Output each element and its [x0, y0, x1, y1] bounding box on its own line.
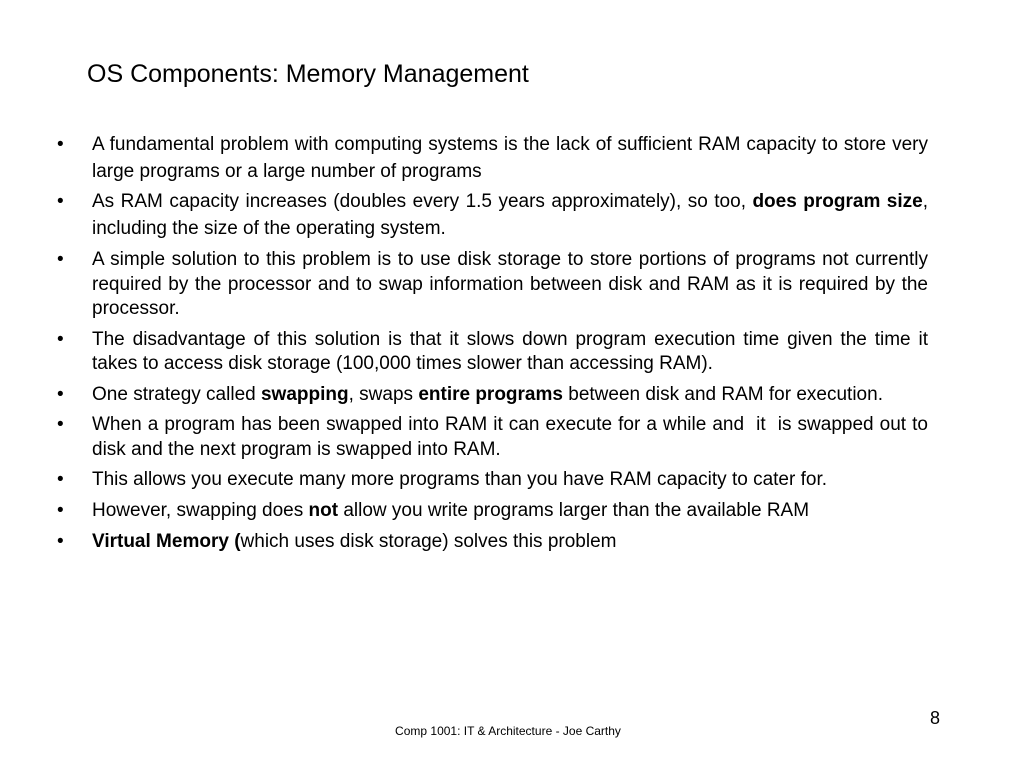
text-run: This allows you execute many more programs than you have RAM capacity to cater for. [92, 469, 827, 490]
bullet-item-5 [57, 383, 928, 408]
bullet-item-2 [57, 188, 928, 242]
bullet-item-1 [57, 131, 928, 185]
bullet-text [92, 248, 928, 322]
text-run: which uses disk storage) solves this problem [240, 531, 617, 552]
bullet-marker: • [57, 531, 64, 552]
bullet-marker: • [57, 469, 64, 490]
bullet-text [92, 328, 928, 377]
bullet-marker: • [57, 249, 64, 270]
text-run: However, swapping does [92, 499, 309, 521]
bold-text-run: not [308, 499, 339, 521]
bullet-marker: • [57, 134, 64, 155]
bullet-marker: • [57, 499, 64, 521]
bullet-item-3 [57, 248, 928, 322]
text-run: A fundamental problem with computing systems is the lack of sufficient RAM capacity to store very large programs or a large number of programs [92, 134, 928, 182]
bullet-item-8 [57, 499, 928, 524]
text-run: As RAM capacity increases (doubles every 1.5 years approximately), so too, [92, 191, 753, 212]
bullet-marker: • [57, 328, 64, 350]
text-run: , including the size of the operating system. [92, 191, 928, 239]
slide-title: OS Components: Memory Management [87, 60, 529, 88]
page-number: 8 [929, 708, 940, 728]
text-run: , swaps [348, 383, 419, 405]
bullet-text [92, 131, 928, 185]
bullet-item-7 [57, 468, 928, 493]
text-run: allow you write programs larger than the available RAM [338, 499, 810, 521]
bullet-list [57, 131, 934, 555]
bullet-text [92, 530, 928, 555]
bullet-item-6 [57, 413, 934, 462]
bullet-item-9 [57, 530, 928, 555]
bold-text-run: swapping [260, 383, 349, 405]
bullet-text [92, 188, 928, 242]
bold-text-run: does program size [752, 191, 923, 212]
bullet-text [92, 413, 934, 462]
bullet-text [92, 383, 928, 408]
bullet-text [92, 499, 928, 524]
text-run: One strategy called [92, 383, 261, 405]
bullet-item-4 [57, 328, 928, 377]
text-run: A simple solution to this problem is to use disk storage to store portions of programs not currently required by the processor and to swap information between disk and RAM as it is required by the processor. [92, 249, 928, 319]
slide-footer: Comp 1001: IT & Architecture - Joe Carthy [395, 724, 621, 738]
bullet-text [92, 468, 928, 493]
bullet-marker: • [57, 191, 64, 212]
text-run: between disk and RAM for execution. [562, 383, 883, 405]
bullet-marker: • [57, 383, 64, 405]
bold-text-run: entire programs [418, 383, 563, 405]
bullet-marker: • [57, 414, 64, 435]
bold-text-run: Virtual Memory ( [92, 531, 241, 552]
text-run: The disadvantage of this solution is that it slows down program execution time given the time it takes to access disk storage (100,000 times slower than accessing RAM). [92, 328, 928, 374]
text-run: When a program has been swapped into RAM it can execute for a while and it is swapped out to disk and the next program is swapped into RAM. [92, 414, 934, 460]
